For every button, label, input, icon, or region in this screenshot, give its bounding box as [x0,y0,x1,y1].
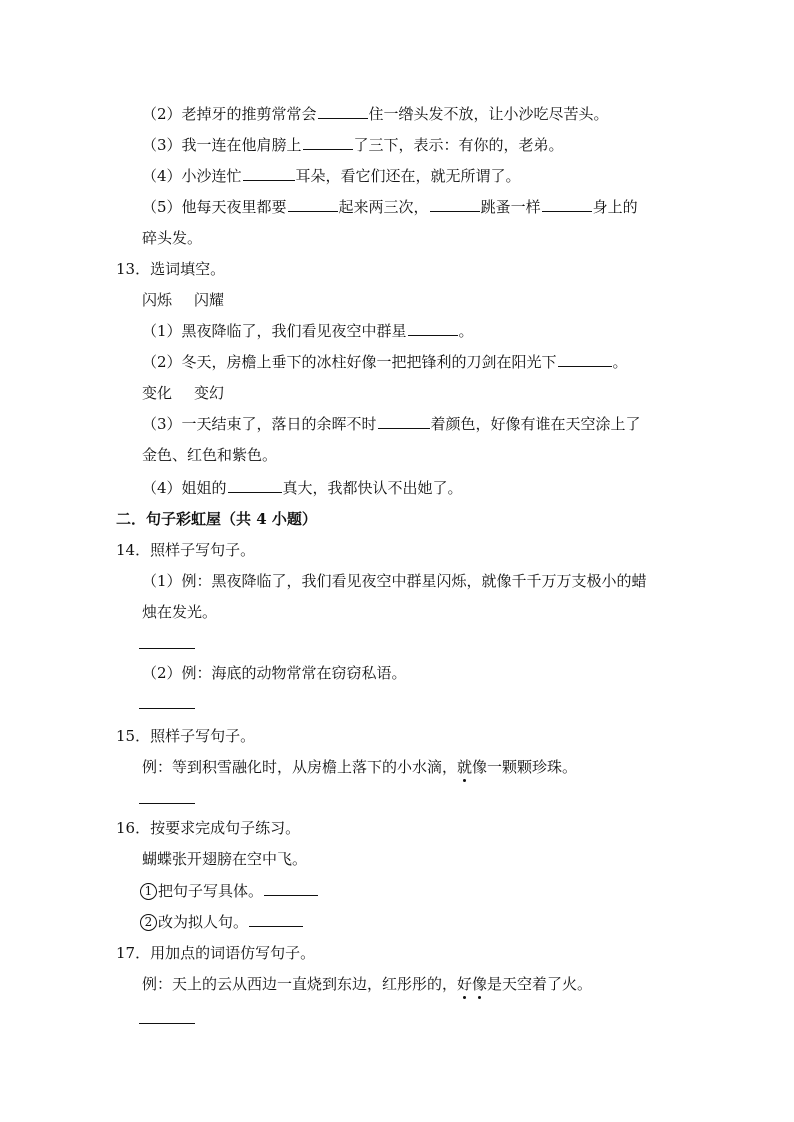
q12-item-3: （3）我一连在他肩膀上 了三下，表示：有你的，老弟。 [142,136,564,154]
section-heading: 二．句子彩虹屋（共 4 小题） [116,510,317,528]
q13-item-4: （4）姐姐的 真大，我都快认不出她了。 [142,479,463,497]
q16-item-2: 2 改为拟人句。 [140,912,304,932]
circled-number: 1 [140,883,157,900]
q13-item-1: （1）黑夜降临了，我们看见夜空中群星 。 [142,322,474,340]
fill-blank[interactable] [430,197,480,212]
q13-item-3-cont: 金色、红色和紫色。 [142,446,278,464]
q12-item-5-cont: 碎头发。 [142,229,203,247]
emphasis-dot-char: 就 [457,758,473,776]
fill-blank[interactable] [288,197,338,212]
q17-title: 17．用加点的词语仿写句子。 [116,944,316,962]
q14-title: 14．照样子写句子。 [116,541,256,559]
answer-line[interactable] [139,1023,195,1024]
emphasis-dot-char: 像 [472,975,488,993]
q17-example: 例：天上的云从西边一直烧到东边，红彤彤的，好像是天空着了火。 [142,975,593,993]
fill-blank[interactable] [408,321,458,336]
fill-blank[interactable] [243,166,295,181]
fill-blank[interactable] [542,197,592,212]
q16-item-1: 1 把句子写具体。 [140,881,319,901]
emphasis-dot-char: 好 [457,975,473,993]
q13-title: 13．选词填空。 [116,260,226,278]
q15-example: 例：等到积雪融化时，从房檐上落下的小水滴，就像一颗颗珍珠。 [142,758,578,776]
fill-blank[interactable] [378,414,430,429]
q13-word-options-2: 变化 变幻 [142,384,225,402]
q13-word-options-1: 闪烁 闪耀 [142,291,225,309]
q16-title: 16．按要求完成句子练习。 [116,819,301,837]
q12-item-2: （2）老掉牙的推剪常常会 住一绺头发不放，让小沙吃尽苦头。 [142,105,609,123]
q14-item-1-cont: 烛在发光。 [142,603,218,621]
q12-item-5: （5）他每天夜里都要 起来两三次， 跳蚤一样 身上的 [142,198,638,216]
answer-line[interactable] [139,648,195,649]
q12-item-4: （4）小沙连忙 耳朵，看它们还在，就无所谓了。 [142,167,521,185]
circled-number: 2 [140,914,157,931]
fill-blank[interactable] [303,135,353,150]
q13-item-2: （2）冬天，房檐上垂下的冰柱好像一把把锋利的刀剑在阳光下 。 [142,353,628,371]
q16-sentence: 蝴蝶张开翅膀在空中飞。 [142,850,308,868]
q14-item-1: （1）例：黑夜降临了，我们看见夜空中群星闪烁，就像千千万万支极小的蜡 [142,572,647,590]
q14-item-2: （2）例：海底的动物常常在窃窃私语。 [142,664,407,682]
q15-title: 15．照样子写句子。 [116,727,256,745]
fill-blank[interactable] [558,352,612,367]
fill-blank[interactable] [249,912,303,927]
answer-line[interactable] [139,708,195,709]
q13-item-3: （3）一天结束了，落日的余晖不时 着颜色，好像有谁在天空涂上了 [142,415,641,433]
answer-line[interactable] [139,803,195,804]
fill-blank[interactable] [318,104,368,119]
fill-blank[interactable] [264,881,318,896]
fill-blank[interactable] [228,478,282,493]
